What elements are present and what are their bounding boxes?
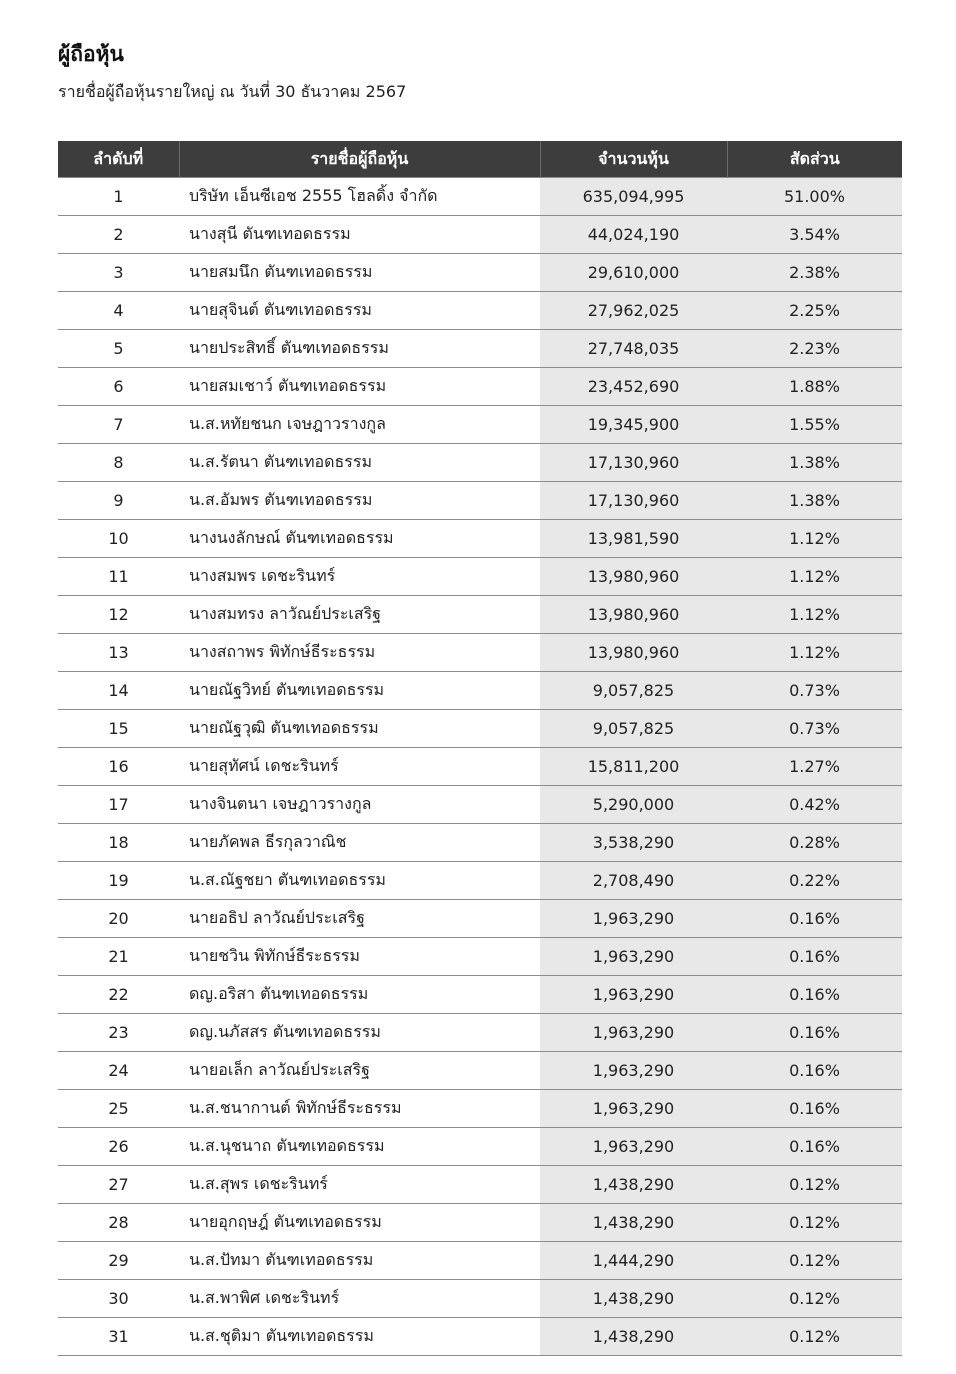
cell-share-count: 44,024,190: [540, 216, 727, 254]
cell-share-count: 13,980,960: [540, 558, 727, 596]
cell-share-count: 1,438,290: [540, 1318, 727, 1356]
cell-shareholder-name: นายภัคพล ธีรกุลวาณิช: [179, 824, 540, 862]
cell-share-count: 1,963,290: [540, 976, 727, 1014]
cell-share-ratio: 0.28%: [727, 824, 902, 862]
cell-rank: 11: [58, 558, 179, 596]
cell-shareholder-name: น.ส.อัมพร ตันฑเทอดธรรม: [179, 482, 540, 520]
page-subtitle: รายชื่อผู้ถือหุ้นรายใหญ่ ณ วันที่ 30 ธันวาคม 2567: [58, 82, 407, 101]
cell-shareholder-name: นางสมพร เดชะรินทร์: [179, 558, 540, 596]
cell-shareholder-name: ดญ.นภัสสร ตันฑเทอดธรรม: [179, 1014, 540, 1052]
cell-share-ratio: 0.22%: [727, 862, 902, 900]
cell-shareholder-name: นางสุนี ตันฑเทอดธรรม: [179, 216, 540, 254]
cell-share-ratio: 0.16%: [727, 938, 902, 976]
table-row: [58, 406, 902, 444]
cell-rank: 22: [58, 976, 179, 1014]
cell-share-count: 2,708,490: [540, 862, 727, 900]
cell-share-count: 29,610,000: [540, 254, 727, 292]
cell-share-ratio: 1.12%: [727, 558, 902, 596]
cell-rank: 16: [58, 748, 179, 786]
cell-rank: 5: [58, 330, 179, 368]
table-row: [58, 862, 902, 900]
cell-share-ratio: 0.16%: [727, 1128, 902, 1166]
cell-share-ratio: 1.12%: [727, 634, 902, 672]
cell-share-count: 1,438,290: [540, 1204, 727, 1242]
table-row: [58, 1014, 902, 1052]
cell-shareholder-name: น.ส.รัตนา ตันฑเทอดธรรม: [179, 444, 540, 482]
cell-shareholder-name: นางจินตนา เจษฎาวรางกูล: [179, 786, 540, 824]
table-row: [58, 1242, 902, 1280]
cell-shareholder-name: นายชวิน พิทักษ์ธีระธรรม: [179, 938, 540, 976]
cell-share-ratio: 0.42%: [727, 786, 902, 824]
table-row: [58, 596, 902, 634]
table-row: [58, 1128, 902, 1166]
cell-share-count: 17,130,960: [540, 444, 727, 482]
cell-shareholder-name: นายสมเชาว์ ตันฑเทอดธรรม: [179, 368, 540, 406]
cell-rank: 1: [58, 178, 179, 216]
column-header-ratio: สัดส่วน: [727, 141, 902, 178]
cell-share-count: 635,094,995: [540, 178, 727, 216]
cell-share-count: 19,345,900: [540, 406, 727, 444]
table-body: [58, 178, 902, 1356]
cell-shareholder-name: น.ส.ปัทมา ตันฑเทอดธรรม: [179, 1242, 540, 1280]
cell-shareholder-name: น.ส.ณัฐชยา ตันฑเทอดธรรม: [179, 862, 540, 900]
cell-shareholder-name: นายอธิป ลาวัณย์ประเสริฐ: [179, 900, 540, 938]
cell-rank: 12: [58, 596, 179, 634]
cell-share-ratio: 1.12%: [727, 596, 902, 634]
cell-share-ratio: 1.88%: [727, 368, 902, 406]
column-header-name: รายชื่อผู้ถือหุ้น: [179, 141, 540, 178]
cell-share-count: 17,130,960: [540, 482, 727, 520]
cell-rank: 29: [58, 1242, 179, 1280]
cell-share-ratio: 0.16%: [727, 976, 902, 1014]
cell-share-count: 1,963,290: [540, 938, 727, 976]
cell-share-ratio: 1.38%: [727, 482, 902, 520]
cell-shareholder-name: น.ส.พาพิศ เดชะรินทร์: [179, 1280, 540, 1318]
cell-shareholder-name: นายสุทัศน์ เดชะรินทร์: [179, 748, 540, 786]
page-title: ผู้ถือหุ้น: [58, 42, 124, 66]
table-row: [58, 976, 902, 1014]
cell-share-ratio: 0.73%: [727, 710, 902, 748]
cell-shareholder-name: น.ส.ชุติมา ตันฑเทอดธรรม: [179, 1318, 540, 1356]
table-row: [58, 1204, 902, 1242]
cell-rank: 25: [58, 1090, 179, 1128]
cell-rank: 7: [58, 406, 179, 444]
table-row: [58, 1090, 902, 1128]
cell-share-ratio: 51.00%: [727, 178, 902, 216]
table-row: [58, 368, 902, 406]
cell-share-count: 23,452,690: [540, 368, 727, 406]
cell-shareholder-name: นายสมนึก ตันฑเทอดธรรม: [179, 254, 540, 292]
table-row: [58, 938, 902, 976]
cell-share-count: 9,057,825: [540, 672, 727, 710]
cell-rank: 14: [58, 672, 179, 710]
cell-shareholder-name: นางนงลักษณ์ ตันฑเทอดธรรม: [179, 520, 540, 558]
shareholders-table: [58, 141, 902, 1356]
table-row: [58, 634, 902, 672]
cell-share-ratio: 1.12%: [727, 520, 902, 558]
table-row: [58, 824, 902, 862]
cell-share-count: 1,438,290: [540, 1280, 727, 1318]
table-row: [58, 482, 902, 520]
cell-rank: 15: [58, 710, 179, 748]
cell-rank: 24: [58, 1052, 179, 1090]
table-header: [58, 141, 902, 178]
table-row: [58, 900, 902, 938]
table-row: [58, 1280, 902, 1318]
cell-share-count: 15,811,200: [540, 748, 727, 786]
cell-shareholder-name: นางสมทรง ลาวัณย์ประเสริฐ: [179, 596, 540, 634]
cell-rank: 17: [58, 786, 179, 824]
cell-share-count: 1,963,290: [540, 1090, 727, 1128]
cell-share-count: 1,963,290: [540, 1128, 727, 1166]
cell-share-ratio: 2.23%: [727, 330, 902, 368]
cell-rank: 31: [58, 1318, 179, 1356]
cell-shareholder-name: นายอุกฤษฎ์ ตันฑเทอดธรรม: [179, 1204, 540, 1242]
table-row: [58, 292, 902, 330]
cell-shareholder-name: นายณัฐวิทย์ ตันฑเทอดธรรม: [179, 672, 540, 710]
cell-share-ratio: 0.16%: [727, 900, 902, 938]
cell-share-ratio: 0.12%: [727, 1280, 902, 1318]
cell-shareholder-name: บริษัท เอ็นซีเอช 2555 โฮลดิ้ง จำกัด: [179, 178, 540, 216]
cell-rank: 26: [58, 1128, 179, 1166]
column-header-shares: จำนวนหุ้น: [540, 141, 727, 178]
cell-rank: 8: [58, 444, 179, 482]
cell-share-ratio: 1.55%: [727, 406, 902, 444]
cell-rank: 30: [58, 1280, 179, 1318]
table-row: [58, 330, 902, 368]
cell-rank: 18: [58, 824, 179, 862]
cell-rank: 2: [58, 216, 179, 254]
cell-shareholder-name: น.ส.หทัยชนก เจษฎาวรางกูล: [179, 406, 540, 444]
table-row: [58, 216, 902, 254]
cell-share-ratio: 0.12%: [727, 1318, 902, 1356]
cell-share-ratio: 3.54%: [727, 216, 902, 254]
cell-share-ratio: 0.12%: [727, 1166, 902, 1204]
cell-share-ratio: 1.27%: [727, 748, 902, 786]
cell-share-ratio: 0.12%: [727, 1204, 902, 1242]
cell-rank: 28: [58, 1204, 179, 1242]
cell-share-count: 1,963,290: [540, 1052, 727, 1090]
table-row: [58, 254, 902, 292]
table-row: [58, 1052, 902, 1090]
cell-share-count: 27,962,025: [540, 292, 727, 330]
cell-share-count: 1,963,290: [540, 1014, 727, 1052]
cell-share-count: 1,444,290: [540, 1242, 727, 1280]
cell-rank: 6: [58, 368, 179, 406]
cell-share-count: 3,538,290: [540, 824, 727, 862]
cell-share-ratio: 1.38%: [727, 444, 902, 482]
cell-share-count: 1,438,290: [540, 1166, 727, 1204]
cell-share-ratio: 0.16%: [727, 1052, 902, 1090]
cell-share-ratio: 2.25%: [727, 292, 902, 330]
cell-share-ratio: 2.38%: [727, 254, 902, 292]
cell-share-ratio: 0.16%: [727, 1090, 902, 1128]
cell-rank: 19: [58, 862, 179, 900]
cell-share-count: 1,963,290: [540, 900, 727, 938]
cell-share-ratio: 0.12%: [727, 1242, 902, 1280]
cell-shareholder-name: นางสถาพร พิทักษ์ธีระธรรม: [179, 634, 540, 672]
cell-share-count: 5,290,000: [540, 786, 727, 824]
cell-share-count: 27,748,035: [540, 330, 727, 368]
table-row: [58, 1166, 902, 1204]
cell-shareholder-name: นายณัฐวุฒิ ตันฑเทอดธรรม: [179, 710, 540, 748]
table-row: [58, 710, 902, 748]
cell-share-ratio: 0.16%: [727, 1014, 902, 1052]
cell-rank: 20: [58, 900, 179, 938]
cell-rank: 21: [58, 938, 179, 976]
cell-share-count: 13,980,960: [540, 634, 727, 672]
cell-share-count: 13,980,960: [540, 596, 727, 634]
table-row: [58, 786, 902, 824]
cell-rank: 27: [58, 1166, 179, 1204]
cell-rank: 4: [58, 292, 179, 330]
cell-share-count: 9,057,825: [540, 710, 727, 748]
column-header-rank: ลำดับที่: [58, 141, 179, 178]
cell-shareholder-name: ดญ.อริสา ตันฑเทอดธรรม: [179, 976, 540, 1014]
table-row: [58, 748, 902, 786]
cell-share-ratio: 0.73%: [727, 672, 902, 710]
table-row: [58, 672, 902, 710]
cell-rank: 23: [58, 1014, 179, 1052]
table-row: [58, 520, 902, 558]
cell-shareholder-name: น.ส.ชนากานต์ พิทักษ์ธีระธรรม: [179, 1090, 540, 1128]
cell-rank: 13: [58, 634, 179, 672]
cell-rank: 9: [58, 482, 179, 520]
cell-shareholder-name: นายอเล็ก ลาวัณย์ประเสริฐ: [179, 1052, 540, 1090]
cell-shareholder-name: น.ส.สุพร เดชะรินทร์: [179, 1166, 540, 1204]
cell-rank: 3: [58, 254, 179, 292]
table-row: [58, 558, 902, 596]
cell-shareholder-name: นายประสิทธิ์ ตันฑเทอดธรรม: [179, 330, 540, 368]
cell-share-count: 13,981,590: [540, 520, 727, 558]
cell-rank: 10: [58, 520, 179, 558]
table-row: [58, 444, 902, 482]
table-row: [58, 1318, 902, 1356]
table-row: [58, 178, 902, 216]
table-header-row: [58, 141, 902, 178]
cell-shareholder-name: นายสุจินต์ ตันฑเทอดธรรม: [179, 292, 540, 330]
cell-shareholder-name: น.ส.นุชนาถ ตันฑเทอดธรรม: [179, 1128, 540, 1166]
